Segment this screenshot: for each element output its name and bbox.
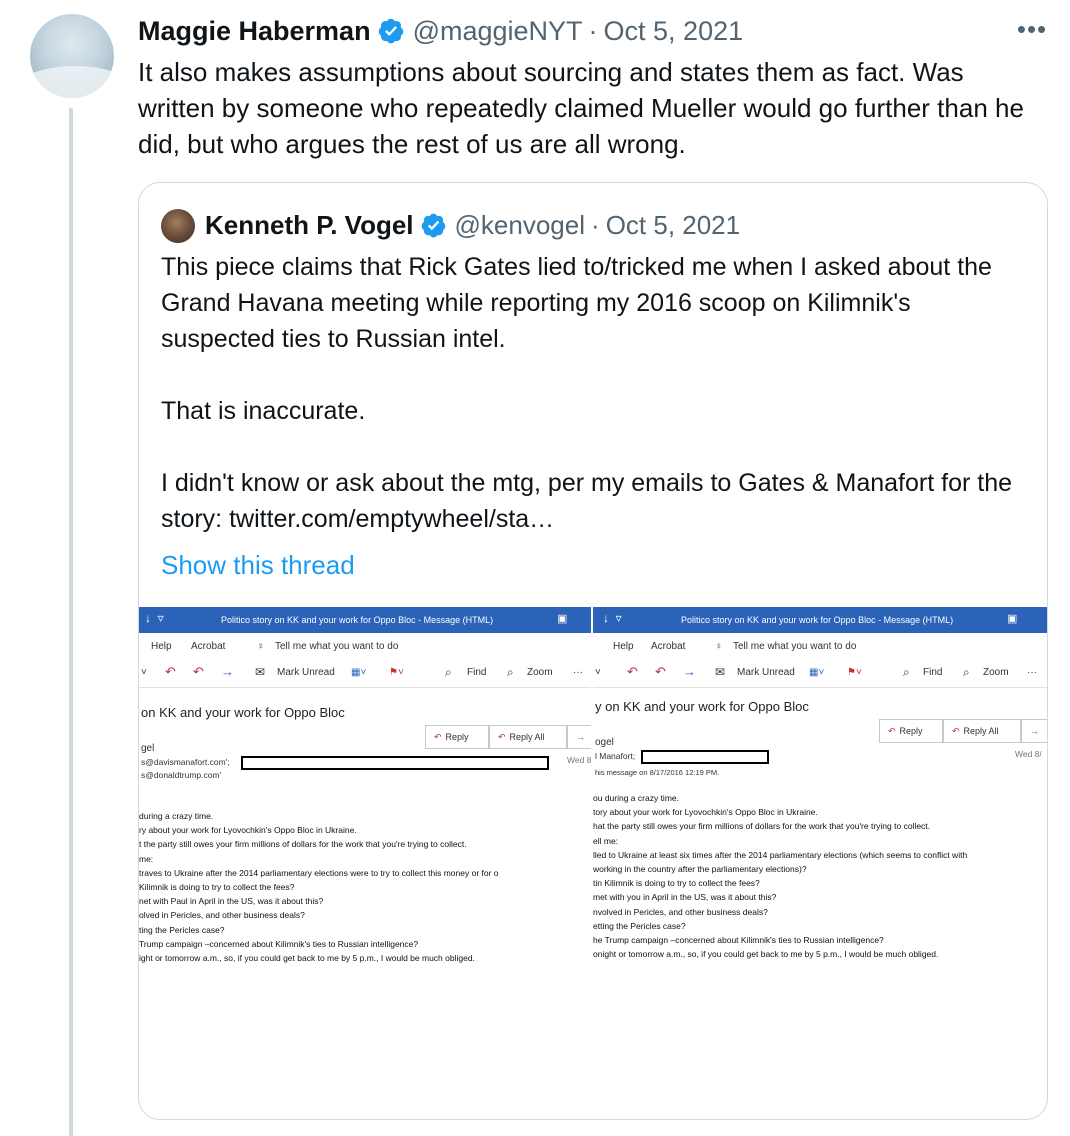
outlook-menubar — [139, 635, 591, 657]
reply-all-button: ↶ Reply All — [943, 719, 1021, 743]
zoom-icon: ⌕ — [507, 665, 514, 679]
thread-connector-line — [69, 108, 73, 1136]
menu-item: Acrobat — [191, 641, 226, 652]
recipient-line: s@davismanafort.com'; — [141, 757, 230, 767]
categorize-icon: ▦˅ — [809, 667, 825, 678]
zoom-label: Zoom — [527, 667, 553, 678]
verified-badge-icon — [377, 17, 405, 45]
find-label: Find — [467, 667, 487, 678]
recipient-line: s@donaldtrump.com' — [141, 770, 222, 780]
mark-unread-label: Mark Unread — [737, 667, 795, 678]
undo-icon: ↶ — [165, 664, 176, 679]
forward-button: → — [1021, 719, 1047, 743]
forward-button: → — [567, 725, 591, 749]
outlook-titlebar: ↓ ▿ Politico story on KK and your work for Oppo Bloc - Message (HTML) ▣ — [593, 607, 1047, 633]
author-avatar[interactable] — [30, 14, 114, 98]
reply-all-icon: ↶ — [193, 664, 204, 679]
menu-item: Help — [613, 641, 634, 652]
outlook-toolbar: ˅ ↶ ↶ → ✉ Mark Unread ▦˅ ⚑˅ ⌕ Find ⌕ Zoom ··· — [593, 659, 1047, 688]
envelope-icon: ✉ — [255, 665, 266, 679]
window-title: Politico story on KK and your work for Oppo Bloc - Message (HTML) — [681, 615, 954, 625]
quoted-author-handle: @kenvogel — [454, 209, 586, 240]
quoted-paragraph: I didn't know or ask about the mtg, per my emails to Gates & Manafort for the story: twitter.com/emptywheel/sta… — [161, 469, 1013, 533]
forward-icon: → — [221, 664, 234, 679]
more-options-icon[interactable]: ••• — [1016, 14, 1048, 44]
recipient-line: l Manafort; — [595, 751, 636, 761]
flag-icon: ⚑˅ — [389, 667, 404, 678]
sender-name: gel — [141, 743, 155, 754]
ribbon-display-icon: ▣ — [557, 613, 568, 625]
reply-all-icon: ↶ — [655, 664, 666, 679]
reply-button: ↶ Reply — [425, 725, 489, 749]
outlook-toolbar: ˅ ↶ ↶ → ✉ Mark Unread ▦˅ ⚑˅ ⌕ Find ⌕ Zoom ··· — [139, 659, 591, 688]
zoom-label: Zoom — [983, 667, 1009, 678]
header-separator: · — [591, 209, 600, 240]
outlook-menubar — [593, 635, 1047, 657]
tweet-date[interactable]: Oct 5, 2021 — [603, 15, 744, 46]
undo-icon: ↶ — [627, 664, 638, 679]
email-body: during a crazy time. ry about your work for Lyovochkin's Oppo Bloc in Ukraine. t the party still owes your firm millions of dollars for the work that you're trying to collect. me: traves to Ukraine after the 2014 parliamentary elections were to try to collect this money or for o Kilimnik is doing to try to collect the fees? net with Paul in April in the US, was it about this? olved in Pericles, and other business deals? ting the Pericles case? Trump campaign –concerned about Kilimnik's ties to Russian intelligence? ight or tomorrow a.m., so, if you could get back to me by 5 p.m., I would be much obliged. — [139, 811, 499, 963]
find-icon: ⌕ — [445, 665, 452, 679]
tell-me-text: Tell me what you want to do — [275, 641, 399, 652]
tweet-text: It also makes assumptions about sourcing and states them as fact. Was written by someone who repeatedly claimed Mueller would go further than he did, but who argues the rest of us are all wrong. — [138, 57, 1024, 159]
mark-unread-label: Mark Unread — [277, 667, 335, 678]
header-separator: · — [588, 15, 598, 46]
find-icon: ⌕ — [903, 665, 910, 679]
email-date: Wed 8/ — [1015, 749, 1042, 759]
window-title: Politico story on KK and your work for Oppo Bloc - Message (HTML) — [221, 615, 494, 625]
author-name[interactable]: Maggie Haberman — [138, 15, 371, 46]
email-body: ou during a crazy time. tory about your work for Lyovochkin's Oppo Bloc in Ukraine. hat the party still owes your firm millions of dollars for the work that you're trying to collect. ell me: lled to Ukraine at least six times after the 2014 parliamentary elections (which seems to conflict with working in the country after the parliamentary elections)? tin Kilimnik is doing to try to collect the fees? met with you in April in the US, was it about this? nvolved in Pericles, and other business deals? etting the Pericles case? he Trump campaign –concerned about Kilimnik's ties to Russian intelligence? onight or tomorrow a.m., so, if you could get back to me by 5 p.m., I would be much obliged. — [593, 793, 968, 960]
email-date: Wed 8 — [567, 755, 591, 765]
envelope-icon: ✉ — [715, 665, 726, 679]
email-subject: y on KK and your work for Oppo Bloc — [595, 699, 809, 714]
ribbon-display-icon: ▣ — [1007, 613, 1018, 625]
more-icon: ··· — [1027, 667, 1037, 678]
redaction-box — [241, 756, 549, 770]
quoted-tweet-text — [161, 249, 1031, 537]
email-screenshot-right[interactable] — [593, 607, 1047, 997]
forward-icon: → — [683, 664, 696, 679]
lightbulb-icon: ♀ — [715, 641, 723, 652]
author-handle[interactable]: @maggieNYT — [412, 15, 583, 46]
email-screenshot-left[interactable] — [139, 607, 591, 997]
reply-button: ↶ Reply — [879, 719, 943, 743]
tell-me-text: Tell me what you want to do — [733, 641, 857, 652]
sent-info: his message on 8/17/2016 12:19 PM. — [595, 768, 720, 777]
redaction-box — [641, 750, 769, 764]
flag-icon: ⚑˅ — [847, 667, 862, 678]
verified-badge-icon — [420, 212, 447, 239]
quoted-author-name: Kenneth P. Vogel — [205, 209, 414, 240]
email-subject: on KK and your work for Oppo Bloc — [141, 705, 345, 720]
more-icon: ··· — [573, 667, 583, 678]
menu-item: Help — [151, 641, 172, 652]
menu-item: Acrobat — [651, 641, 686, 652]
outlook-titlebar: ↓ ▿ Politico story on KK and your work for Oppo Bloc - Message (HTML) ▣ — [139, 607, 591, 633]
categorize-icon: ▦˅ — [351, 667, 367, 678]
quoted-author-avatar — [161, 209, 195, 243]
show-thread-link[interactable]: Show this thread — [161, 550, 355, 580]
lightbulb-icon: ♀ — [257, 641, 265, 652]
quoted-tweet-card[interactable] — [138, 182, 1048, 1120]
find-label: Find — [923, 667, 943, 678]
tweet-header — [138, 14, 743, 48]
quoted-paragraph: That is inaccurate. — [161, 397, 366, 425]
quoted-tweet-date: Oct 5, 2021 — [605, 209, 741, 240]
quoted-tweet-header — [205, 207, 740, 243]
reply-all-button: ↶ Reply All — [489, 725, 567, 749]
sender-name: ogel — [595, 737, 614, 748]
quoted-paragraph: This piece claims that Rick Gates lied to/tricked me when I asked about the Grand Havana meeting while reporting my 2016 scoop on Kilimnik's suspected ties to Russian intel. — [161, 253, 992, 353]
zoom-icon: ⌕ — [963, 665, 970, 679]
